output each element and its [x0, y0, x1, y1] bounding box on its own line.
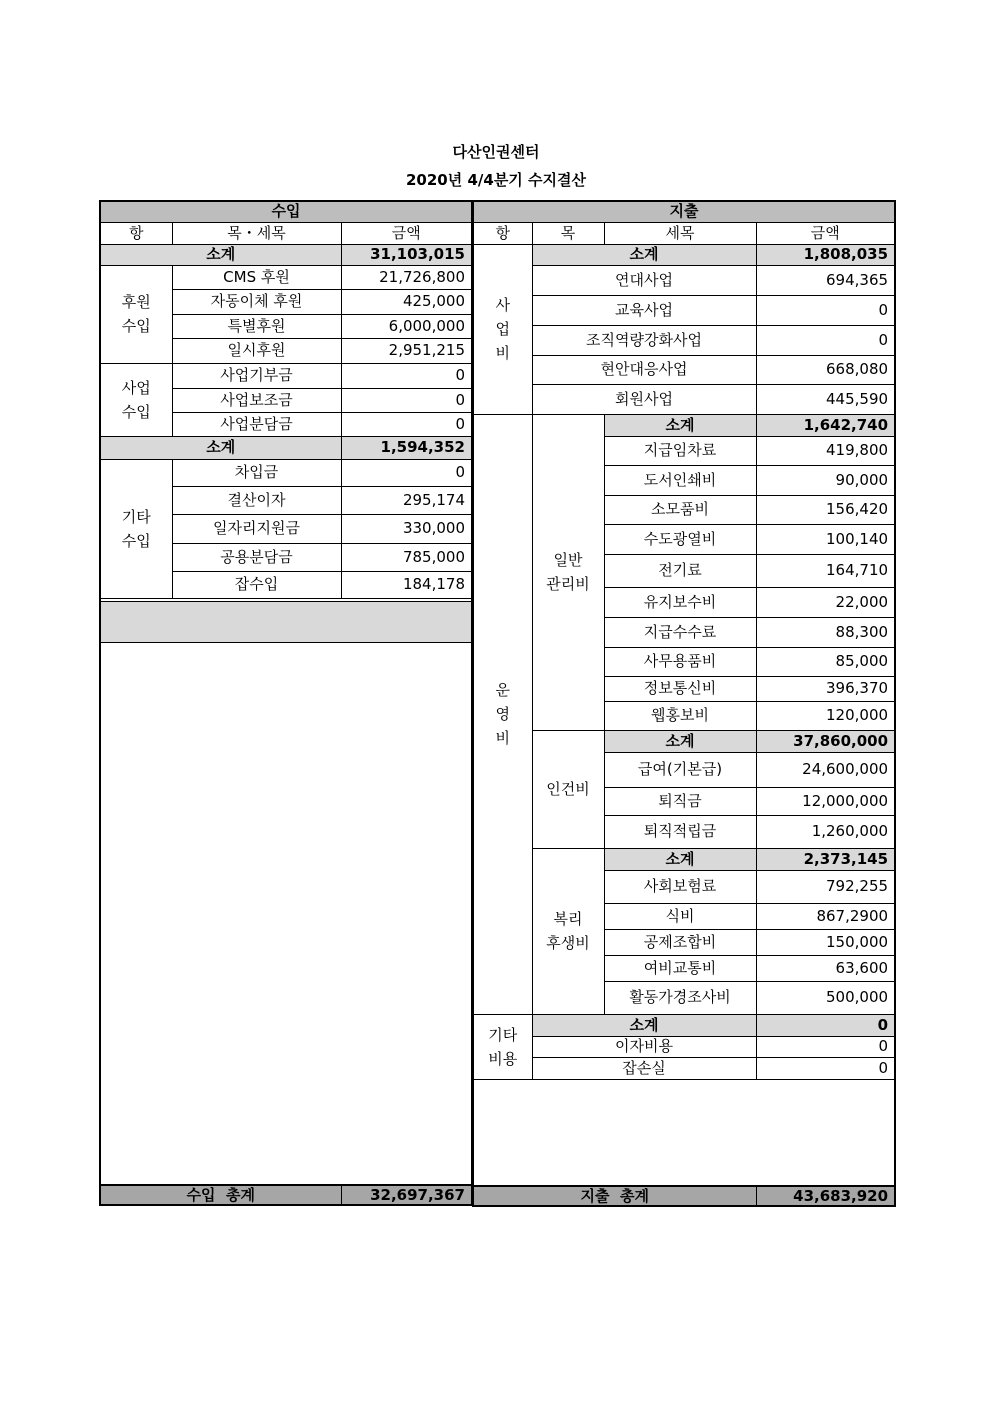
item-label: 특별후원 — [172, 314, 341, 338]
income-total-amount: 32,697,367 — [341, 1185, 472, 1205]
item-label: 연대사업 — [532, 265, 756, 295]
item-label: 사업분담금 — [172, 412, 341, 436]
item-label: 결산이자 — [172, 486, 341, 514]
total-row — [473, 1186, 895, 1206]
empty-area — [473, 1079, 895, 1186]
item-label: 이자비용 — [532, 1036, 756, 1057]
col-header: 목・세목 — [172, 222, 341, 244]
item-amount: 0 — [341, 412, 472, 436]
subtotal-label: 소계 — [100, 244, 341, 265]
item-label: 사업기부금 — [172, 363, 341, 388]
subtotal-row — [100, 436, 472, 459]
item-label: 잡수입 — [172, 571, 341, 598]
item-label: 퇴직금 — [604, 787, 756, 815]
expense-total-amount: 43,683,920 — [756, 1186, 895, 1206]
subtotal-amount: 1,642,740 — [756, 414, 895, 436]
item-label: 퇴직적립금 — [604, 815, 756, 848]
subtotal-label: 소계 — [604, 848, 756, 870]
subtotal-amount: 37,860,000 — [756, 730, 895, 752]
item-amount: 694,365 — [756, 265, 895, 295]
table-row — [473, 295, 895, 325]
document-title: 다산인권센터 — [452, 143, 540, 161]
item-label: 활동가경조사비 — [604, 981, 756, 1014]
group-label: 사업 수입 — [100, 363, 172, 436]
subtotal-amount: 1,594,352 — [341, 436, 472, 459]
item-label: 지급임차료 — [604, 436, 756, 465]
item-amount: 419,800 — [756, 436, 895, 465]
subtotal-amount: 2,373,145 — [756, 848, 895, 870]
group-label: 기타 수입 — [100, 459, 172, 598]
item-amount: 0 — [756, 295, 895, 325]
item-amount: 88,300 — [756, 617, 895, 647]
subtotal-amount: 0 — [756, 1014, 895, 1036]
empty-band — [100, 601, 472, 642]
item-amount: 1,260,000 — [756, 815, 895, 848]
item-label: 자동이체 후원 — [172, 289, 341, 314]
item-label: 일자리지원금 — [172, 514, 341, 543]
item-label: 유지보수비 — [604, 587, 756, 617]
subtotal-amount: 31,103,015 — [341, 244, 472, 265]
item-label: 일시후원 — [172, 338, 341, 363]
item-label: 소모품비 — [604, 495, 756, 524]
item-label: 수도광열비 — [604, 524, 756, 554]
item-label: 회원사업 — [532, 384, 756, 414]
table-row — [473, 1036, 895, 1057]
item-amount: 867,2900 — [756, 903, 895, 929]
item-label: 사회보험료 — [604, 870, 756, 903]
item-amount: 2,951,215 — [341, 338, 472, 363]
item-label: 공제조합비 — [604, 929, 756, 955]
item-amount: 22,000 — [756, 587, 895, 617]
item-amount: 0 — [756, 1036, 895, 1057]
item-label: 공용분담금 — [172, 543, 341, 571]
category-label: 운 영 비 — [473, 414, 532, 1014]
item-label: CMS 후원 — [172, 265, 341, 289]
table-row — [473, 265, 895, 295]
col-header: 금액 — [756, 222, 895, 244]
item-amount: 330,000 — [341, 514, 472, 543]
table-row — [473, 384, 895, 414]
item-amount: 0 — [341, 459, 472, 486]
item-label: 교육사업 — [532, 295, 756, 325]
table-row — [473, 355, 895, 384]
item-amount: 500,000 — [756, 981, 895, 1014]
item-label: 사업보조금 — [172, 388, 341, 412]
subtotal-label: 소계 — [100, 436, 341, 459]
item-label: 여비교통비 — [604, 955, 756, 981]
item-amount: 668,080 — [756, 355, 895, 384]
item-amount: 0 — [341, 388, 472, 412]
item-amount: 100,140 — [756, 524, 895, 554]
expense-heading: 지출 — [473, 201, 895, 222]
col-header: 항 — [473, 222, 532, 244]
subtotal-label: 소계 — [604, 414, 756, 436]
item-label: 지급수수료 — [604, 617, 756, 647]
subtotal-label: 소계 — [532, 1014, 756, 1036]
item-label: 식비 — [604, 903, 756, 929]
item-label: 조직역량강화사업 — [532, 325, 756, 355]
col-header: 금액 — [341, 222, 472, 244]
table-row — [100, 459, 472, 486]
income-total-label: 수입 총계 — [100, 1185, 341, 1205]
group-label: 후원 수입 — [100, 265, 172, 363]
item-amount: 184,178 — [341, 571, 472, 598]
col-header: 목 — [532, 222, 604, 244]
expense-total-label: 지출 총계 — [473, 1186, 756, 1206]
item-label: 도서인쇄비 — [604, 465, 756, 495]
item-label: 정보통신비 — [604, 676, 756, 701]
item-label: 사무용품비 — [604, 647, 756, 676]
table-row — [473, 325, 895, 355]
col-header: 항 — [100, 222, 172, 244]
item-amount: 785,000 — [341, 543, 472, 571]
group-label: 복리 후생비 — [532, 848, 604, 1014]
item-amount: 12,000,000 — [756, 787, 895, 815]
item-amount: 150,000 — [756, 929, 895, 955]
item-amount: 21,726,800 — [341, 265, 472, 289]
group-label: 일반 관리비 — [532, 414, 604, 730]
item-label: 현안대응사업 — [532, 355, 756, 384]
table-row — [100, 265, 472, 289]
item-amount: 396,370 — [756, 676, 895, 701]
item-amount: 0 — [756, 325, 895, 355]
item-amount: 425,000 — [341, 289, 472, 314]
item-amount: 63,600 — [756, 955, 895, 981]
subtotal-label: 소계 — [532, 244, 756, 265]
table-row — [473, 1057, 895, 1079]
item-amount: 156,420 — [756, 495, 895, 524]
subtotal-row — [100, 244, 472, 265]
empty-area — [100, 642, 472, 1185]
item-amount: 295,174 — [341, 486, 472, 514]
item-label: 차입금 — [172, 459, 341, 486]
item-label: 잡손실 — [532, 1057, 756, 1079]
category-label: 기타 비용 — [473, 1014, 532, 1079]
income-table — [99, 200, 473, 1206]
item-amount: 792,255 — [756, 870, 895, 903]
item-label: 전기료 — [604, 554, 756, 587]
table-row — [100, 363, 472, 388]
col-header: 세목 — [604, 222, 756, 244]
group-label: 인건비 — [532, 730, 604, 848]
item-label: 웹홍보비 — [604, 701, 756, 730]
total-row — [100, 1185, 472, 1205]
item-amount: 85,000 — [756, 647, 895, 676]
expense-table — [472, 200, 896, 1207]
item-amount: 24,600,000 — [756, 752, 895, 787]
category-label: 사 업 비 — [473, 244, 532, 414]
income-heading: 수입 — [100, 201, 472, 222]
item-amount: 164,710 — [756, 554, 895, 587]
item-amount: 445,590 — [756, 384, 895, 414]
item-amount: 0 — [756, 1057, 895, 1079]
subtotal-amount: 1,808,035 — [756, 244, 895, 265]
item-amount: 90,000 — [756, 465, 895, 495]
item-amount: 0 — [341, 363, 472, 388]
item-label: 급여(기본급) — [604, 752, 756, 787]
item-amount: 120,000 — [756, 701, 895, 730]
subtotal-label: 소계 — [604, 730, 756, 752]
document-subtitle: 2020년 4/4분기 수지결산 — [406, 171, 586, 189]
item-amount: 6,000,000 — [341, 314, 472, 338]
